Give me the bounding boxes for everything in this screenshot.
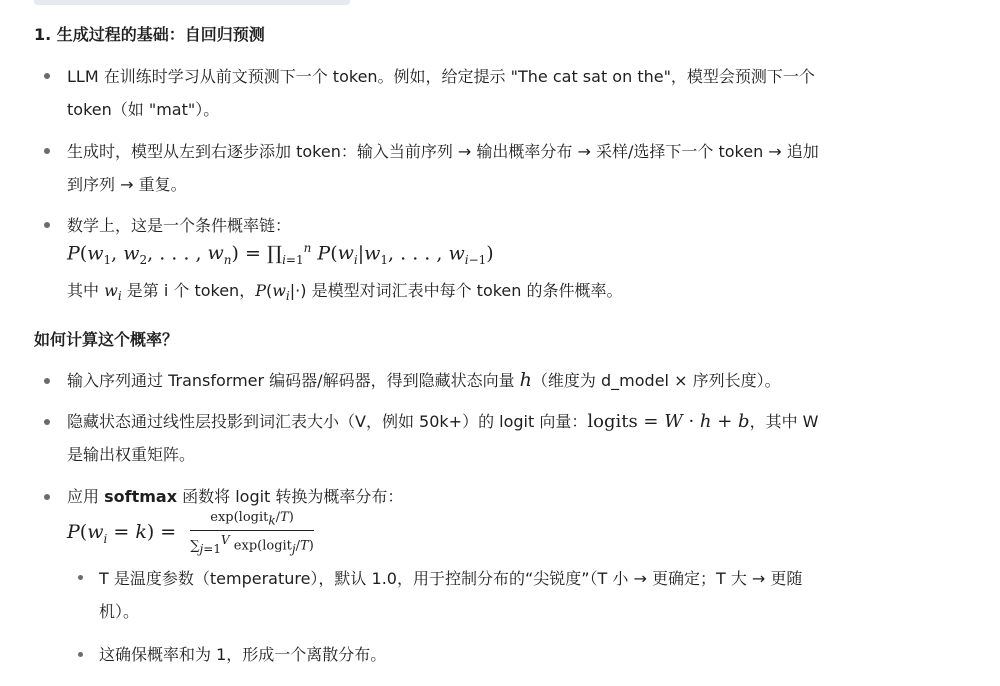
text-span: 隐藏状态通过线性层投影到词汇表大小（V，例如 50k+）的 logit 向量：	[67, 412, 588, 431]
text-bold: softmax	[104, 487, 178, 506]
list-item-line: 是输出权重矩阵。	[67, 445, 196, 464]
list-item	[67, 405, 927, 471]
text-span: 其中	[67, 281, 100, 300]
math-var: h	[519, 369, 532, 391]
math-var: $w_i$	[272, 281, 290, 304]
formula-chain-rule: $P(w_1$, $w_2$, . . . , $w_n$) = $\prod_{i=1}^n$ $P(w_i|w_1$, . . . , $w_{i-1}$)	[67, 241, 494, 268]
text-span: 是第 i 个 token，	[126, 281, 256, 300]
list-item-line: 数学上，这是一个条件概率链：	[67, 216, 292, 235]
math-var: P	[255, 281, 266, 300]
text-span: （维度为 d_model × 序列长度）。	[531, 371, 781, 390]
text-span: 应用	[67, 487, 100, 506]
sub-list-item	[99, 562, 919, 628]
list-item-line: token（如 "mat"）。	[67, 100, 220, 119]
math-var: (	[265, 281, 273, 300]
list-item-line: 机）。	[99, 602, 140, 621]
list-item-line: 到序列 → 重复。	[67, 175, 187, 194]
bullet-dot	[44, 378, 50, 384]
bullet-dot	[44, 73, 50, 79]
fraction: $\frac{\exp(logit_k/T)}{\sum_{j=1}^V \exp(logit_j/T)}$	[190, 510, 314, 556]
list-item	[67, 209, 927, 242]
list-item	[67, 135, 927, 201]
math-var: |·)	[289, 281, 312, 300]
bullet-dot	[44, 148, 50, 154]
text-span: 是模型对词汇表中每个 token 的条件概率。	[311, 281, 623, 300]
list-item	[67, 480, 927, 513]
text-span: ，其中 W	[749, 412, 819, 431]
bullet-dot	[44, 222, 50, 228]
list-item-line	[67, 405, 927, 438]
list-item	[67, 364, 927, 397]
text-span: 输入序列通过 Transformer 编码器/解码器，得到隐藏状态向量	[67, 371, 515, 390]
section-heading-2: 如何计算这个概率？	[34, 330, 179, 349]
math-var: $w_i$	[104, 281, 122, 304]
list-item-line: 这确保概率和为 1，形成一个离散分布。	[99, 645, 387, 664]
bullet-dot	[78, 575, 83, 580]
formula-logits: logits = W · h + b	[587, 411, 750, 432]
text-span: 函数将 logit 转换为概率分布：	[182, 487, 404, 506]
bullet-dot	[44, 419, 50, 425]
list-item	[67, 60, 927, 126]
bullet-dot	[78, 652, 83, 657]
list-item-line: T 是温度参数（temperature），默认 1.0，用于控制分布的“尖锐度”（T 小 → 更确定；T 大 → 更随	[99, 569, 803, 588]
list-item-line: LLM 在训练时学习从前文预测下一个 token。例如，给定提示 "The cat sat on the"，模型会预测下一个	[67, 67, 815, 86]
bullet-dot	[44, 494, 50, 500]
sub-list-item	[99, 638, 919, 671]
list-item-line: 生成时，模型从左到右逐步添加 token：输入当前序列 → 输出概率分布 → 采样/选择下一个 token → 追加	[67, 142, 819, 161]
formula-softmax: $P(w_i = k)$ = $\frac{\exp(logit_k/T)}{\sum_{j=1}^V \exp(logit_j/T)}$	[67, 510, 314, 556]
list-item-explain	[67, 274, 927, 313]
section-heading-1: 1. 生成过程的基础：自回归预测	[34, 25, 265, 44]
